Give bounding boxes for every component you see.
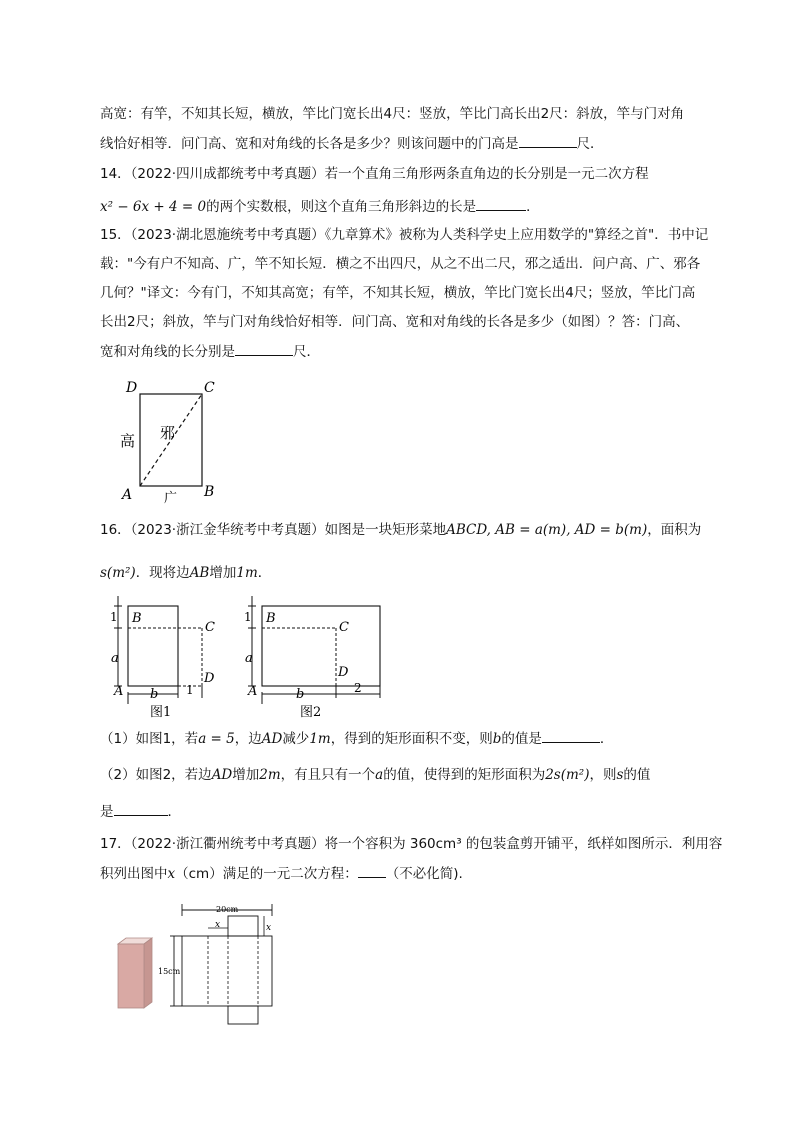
- figure-16-1: [108, 594, 228, 719]
- text-line: 线恰好相等．问门高、宽和对角线的长各是多少？则该问题中的门高是 尺．: [100, 133, 604, 154]
- text-line: 几何？"译文：今有门，不知其高宽；有竿，不知其长短，横放，竿比门宽长出4尺；竖放，竿比门高: [100, 285, 696, 301]
- label-C: C: [204, 380, 215, 396]
- label-B: B: [132, 611, 142, 626]
- question-17-title: 17．（2022·浙江衢州统考中考真题）将一个容积为 360cm³ 的包装盒剪开铺平，纸样如图所示．利用容: [100, 836, 723, 852]
- label-b: b: [296, 687, 305, 702]
- main-strip: [182, 936, 272, 1006]
- label-b: b: [150, 687, 159, 702]
- label-D: D: [126, 380, 138, 396]
- box-front: [118, 944, 144, 1008]
- answer-blank[interactable]: [519, 133, 577, 148]
- caption-fig1: 图1: [150, 705, 172, 720]
- label-diagonal: 邪: [160, 424, 176, 442]
- answer-blank[interactable]: [476, 196, 526, 211]
- label-1: 1: [244, 610, 252, 624]
- question-14-title: 14．（2022·四川成都统考中考真题）若一个直角三角形两条直角边的长分别是一元二次方程: [100, 166, 649, 182]
- text-line: 高宽：有竿，不知其长短，横放，竿比门宽长出4尺：竖放，竿比门高长出2尺：斜放，竿与门对角: [100, 106, 685, 122]
- answer-blank[interactable]: [542, 728, 600, 743]
- equation: x² − 6x + 4 = 0: [100, 199, 207, 215]
- question-14-line2: x² − 6x + 4 = 0的两个实数根，则这个直角三角形斜边的长是 ．: [100, 196, 540, 217]
- question-17-line2: 积列出图中x（cm）满足的一元二次方程： （不必化简).: [100, 863, 463, 884]
- bottom-flap: [228, 1006, 258, 1024]
- label-A: A: [122, 487, 133, 503]
- label-height: 高: [120, 432, 136, 450]
- box-side: [144, 938, 152, 1008]
- label-D: D: [338, 665, 349, 680]
- outer-rect: [262, 606, 380, 686]
- answer-blank[interactable]: [358, 863, 386, 878]
- label-B: B: [266, 611, 276, 626]
- label-1: 1: [110, 610, 118, 624]
- question-16-line2: s(m²)．现将边AB增加1m．: [100, 565, 272, 581]
- label-D: D: [204, 671, 215, 686]
- question-16-part2: （2）如图2，若边AD增加2m，有且只有一个a的值，使得到的矩形面积为2s(m²)，则s的值: [100, 767, 651, 783]
- top-flap: [228, 916, 258, 936]
- label-A: A: [248, 684, 258, 699]
- label-1: 1: [186, 683, 194, 697]
- question-15-title: 15．（2023·湖北恩施统考中考真题）《九章算术》被称为人类科学史上应用数学的"算经之首"．书中记: [100, 227, 709, 243]
- question-16-part1: （1）如图1，若a = 5，边AD减少1m，得到的矩形面积不变，则b的值是 ．: [100, 728, 613, 749]
- question-16-part2-cont: 是 ．: [100, 801, 181, 822]
- net-figure: [160, 898, 290, 1028]
- door-figure: [110, 376, 230, 506]
- text-line: 长出2尺；斜放，竿与门对角线恰好相等．问门高、宽和对角线的长各是多少（如图）？答：门高、: [100, 314, 690, 330]
- answer-blank[interactable]: [114, 801, 168, 816]
- answer-blank[interactable]: [235, 341, 293, 356]
- label-B: B: [204, 484, 215, 500]
- label-A: A: [114, 684, 124, 699]
- label-x: x: [215, 920, 221, 930]
- figure-16-2: [240, 594, 390, 719]
- label-a: a: [111, 651, 119, 666]
- question-16-title: 16．（2023·浙江金华统考中考真题）如图是一块矩形菜地ABCD, AB = a(m), AD = b(m)，面积为: [100, 522, 702, 538]
- text-line: 载："今有户不知高、广，竿不知长短．横之不出四尺，从之不出二尺，邪之适出．问户高、广、邪各: [100, 256, 701, 272]
- label-2: 2: [354, 681, 362, 695]
- label-x: x: [266, 923, 272, 933]
- label-20cm: 20cm: [216, 905, 239, 914]
- label-C: C: [339, 620, 349, 635]
- label-15cm: 15cm: [158, 967, 181, 976]
- label-width: 广: [164, 491, 178, 506]
- label-C: C: [205, 620, 215, 635]
- label-a: a: [245, 651, 253, 666]
- caption-fig2: 图2: [300, 705, 322, 720]
- text-line: 宽和对角线的长分别是 尺．: [100, 341, 320, 362]
